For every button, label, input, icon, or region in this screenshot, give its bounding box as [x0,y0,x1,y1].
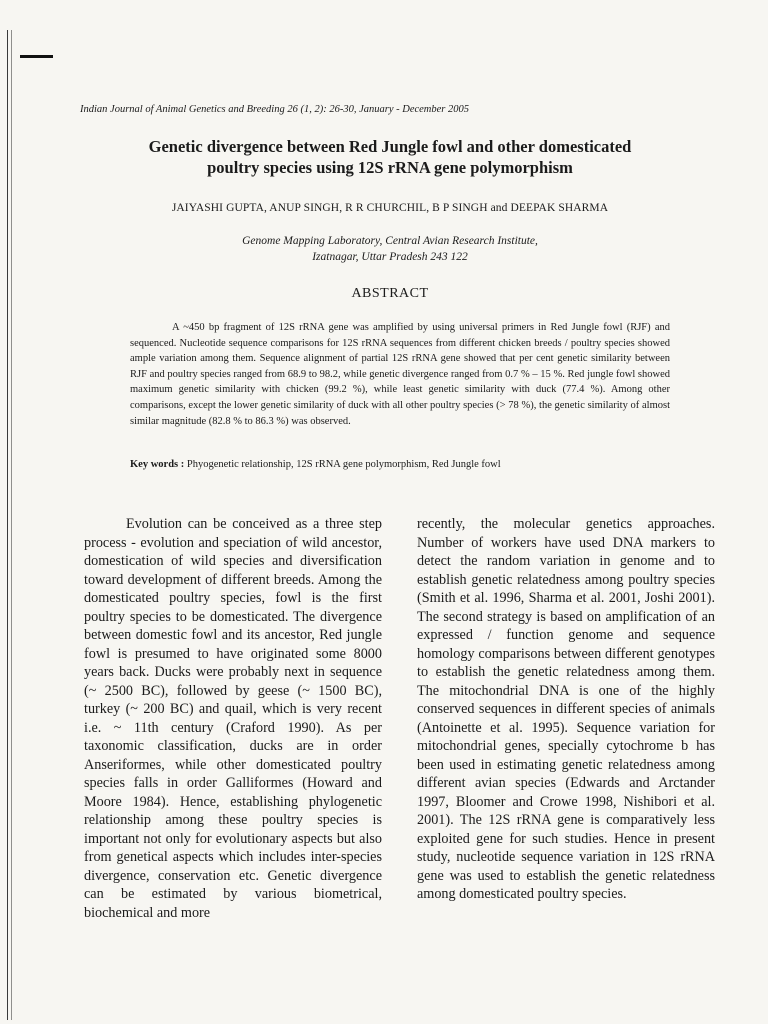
keywords [130,459,690,470]
author-list: JAIYASHI GUPTA, ANUP SINGH, R R CHURCHIL, B P SINGH and DEEPAK SHARMA [171,202,609,214]
abstract-heading: ABSTRACT [351,286,429,301]
scan-edge-line [11,30,12,1020]
journal-citation: Indian Journal of Animal Genetics and Breeding 26 (1, 2): 26-30, January - December 2005 [80,104,470,115]
keywords-label: Key words : [130,459,185,470]
affiliation-line: Genome Mapping Laboratory, Central Avian Research Institute, [242,235,538,247]
abstract-text: A ~450 bp fragment of 12S rRNA gene was amplified by using universal primers in Red Jungle fowl (RJF) and sequenced. Nucleotide sequence comparisons for 12S rRNA sequences from different chicken breeds / poultry species showed ample variation among them. Sequence alignment of partial 12S rRNA gene showed that per cent genetic similarity between RJF and poultry species ranged from 68.9 to 98.2, while genetic divergence ranged from 0.7 % – 15 %. Red jungle fowl showed maximum genetic similarity with chicken (99.2 %), while least genetic similarity with duck (77.4 %). Among other comparisons, except the lower genetic similarity of duck with all other poultry species (> 78 %), the genetic similarity of almost similar magnitude (82.8 % to 86.3 %) was observed. [130,322,670,427]
body-column-left: Evolution can be conceived as a three step process - evolution and speciation of wild ancestor, domestication of wild species and diversification toward development of different breeds. Among the domesticated poultry species, fowl is the first poultry species to be domesticated. The divergence between domestic fowl and its ancestor, Red jungle fowl is presumed to have originated some 8000 years back. Ducks were probably next in sequence (~ 2500 BC), followed by geese (~ 1500 BC), turkey (~ 200 BC) and quail, which is very recent i.e. ~ 11th century (Craford 1990). As per taxonomic classification, ducks are in order Anseriformes, while other domesticated poultry species falls in order Galliformes (Howard and Moore 1984). Hence, establishing phylogenetic relationship among these poultry species is important not only for evolutionary aspects but also from genetical aspects which includes inter-species divergence, conservation etc. Genetic divergence can be estimated by various biometrical, biochemical and more [84,516,382,921]
title-line: poultry species using 12S rRNA gene polymorphism [207,158,573,177]
body-column-right: recently, the molecular genetics approaches. Number of workers have used DNA markers to detect the random variation in genome and to establish genetic relatedness among poultry species (Smith et al. 1996, Sharma et al. 2001, Joshi 2001). The second strategy is based on amplification of an expressed / function genome and sequence homology comparisons between different genotypes to establish the genetic relatedness among them. The mitochondrial DNA is one of the highly conserved sequences in different species of animals (Antoinette et al. 1995). Sequence variation for mitochondrial genes, specially cytochrome b has been used in estimating genetic relatedness among different avian species (Edwards and Arctander 1997, Bloomer and Crowe 1998, Nishibori et al. 2001). The 12S rRNA gene is comparatively less exploited gene for such studies. Hence in present study, nucleotide sequence variation in 12S rRNA gene was used to establish the genetic relatedness among domesticated poultry species. [417,516,715,902]
keywords-text: Phyogenetic relationship, 12S rRNA gene polymorphism, Red Jungle fowl [184,459,501,470]
scan-edge-line [7,30,8,1020]
scan-edge-mark [20,55,53,58]
affiliation-line: Izatnagar, Uttar Pradesh 243 122 [312,251,468,263]
affiliation [80,233,700,265]
paper-title [60,136,720,178]
title-line: Genetic divergence between Red Jungle fowl and other domesticated [148,137,632,156]
